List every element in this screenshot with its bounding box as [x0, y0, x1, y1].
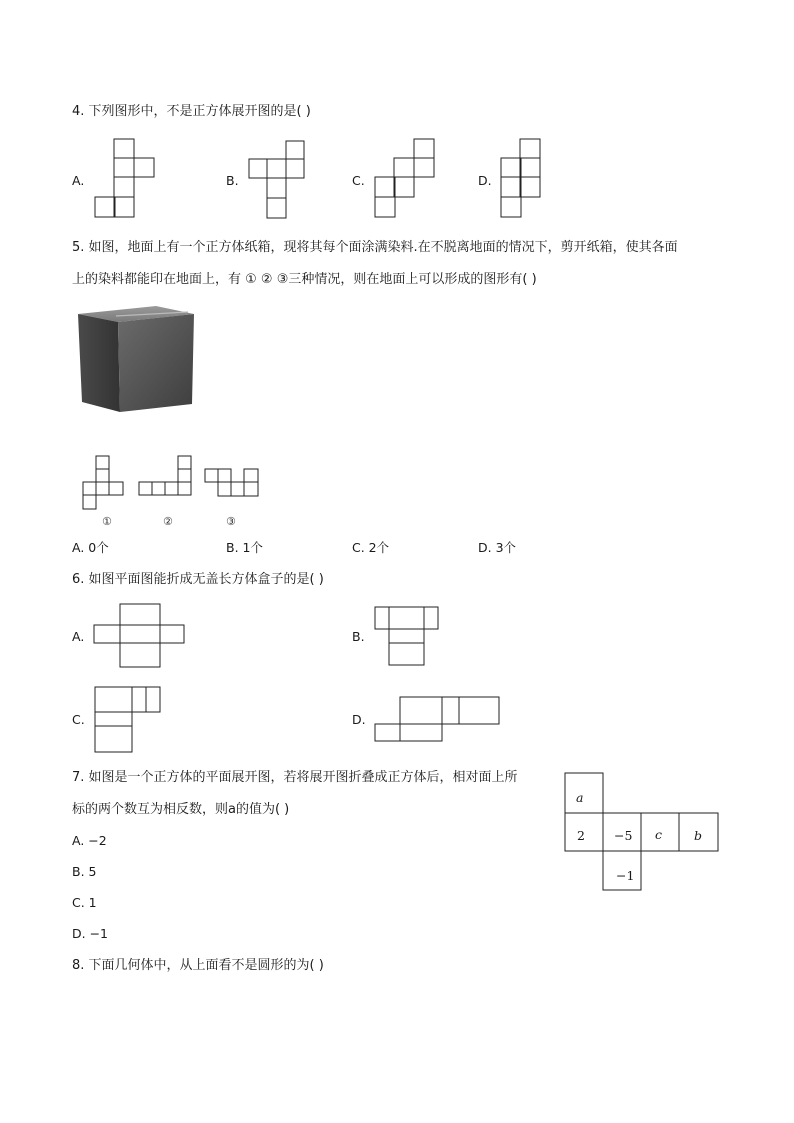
q6-option-a-label: A.: [72, 629, 85, 644]
q5-figure-3-net: [204, 468, 262, 498]
q5-figure-2-label: ②: [163, 515, 173, 528]
q7-net-cell-c: c: [655, 827, 663, 842]
q4-option-b-net: [248, 140, 310, 220]
q5-figure-3-label: ③: [226, 515, 236, 528]
q5-option-d: D. 3个: [478, 540, 517, 555]
q4-option-d-label: D.: [478, 173, 492, 188]
q7-stem-line2: 标的两个数互为相反数，则a的值为( ): [72, 802, 290, 817]
q8-stem: 8. 下面几何体中，从上面看不是圆形的为( ): [72, 958, 324, 973]
q7-option-c: C. 1: [72, 895, 97, 910]
q7-net-cell-neg1: −1: [616, 868, 635, 883]
q5-stem-line1: 5. 如图，地面上有一个正方体纸箱，现将其每个面涂满染料.在不脱离地面的情况下，剪开纸箱，使其各面: [72, 240, 678, 255]
q7-option-b: B. 5: [72, 864, 97, 879]
q4-option-d-net: [500, 138, 544, 220]
q7-stem-line1: 7. 如图是一个正方体的平面展开图，若将展开图折叠成正方体后，相对面上所: [72, 770, 518, 785]
q4-stem: 4. 下列图形中，不是正方体展开图的是( ): [72, 104, 311, 119]
q7-net-cell-neg5: −5: [614, 828, 633, 843]
q4-option-c-net: [374, 138, 438, 220]
q5-figure-1-label: ①: [102, 515, 112, 528]
q5-figure-1-net: [82, 455, 128, 511]
q6-option-d-net: [374, 696, 504, 744]
q6-option-c-label: C.: [72, 712, 85, 727]
q5-option-b: B. 1个: [226, 540, 263, 555]
q4-option-a-net: [94, 138, 156, 220]
q6-option-a-net: [93, 603, 187, 671]
q7-net-cell-b: b: [694, 828, 703, 843]
q6-option-b-net: [374, 606, 442, 668]
q7-net-cell-a: a: [576, 790, 584, 805]
q6-option-b-label: B.: [352, 629, 365, 644]
q5-option-c: C. 2个: [352, 540, 390, 555]
q5-stem-line2: 上的染料都能印在地面上，有 ① ② ③三种情况，则在地面上可以形成的图形有( ): [72, 272, 537, 287]
q7-cube-net: [564, 772, 722, 894]
q7-net-cell-2: 2: [577, 828, 585, 843]
q6-option-c-net: [94, 686, 164, 754]
q7-option-a: A. −2: [72, 833, 107, 848]
q5-figure-2-net: [138, 455, 194, 497]
q4-option-a-label: A.: [72, 173, 85, 188]
q4-option-c-label: C.: [352, 173, 365, 188]
q6-stem: 6. 如图平面图能折成无盖长方体盒子的是( ): [72, 572, 324, 587]
q7-option-d: D. −1: [72, 926, 108, 941]
q5-option-a: A. 0个: [72, 540, 109, 555]
q4-option-b-label: B.: [226, 173, 239, 188]
cardboard-box-photo: [76, 304, 196, 414]
q6-option-d-label: D.: [352, 712, 366, 727]
